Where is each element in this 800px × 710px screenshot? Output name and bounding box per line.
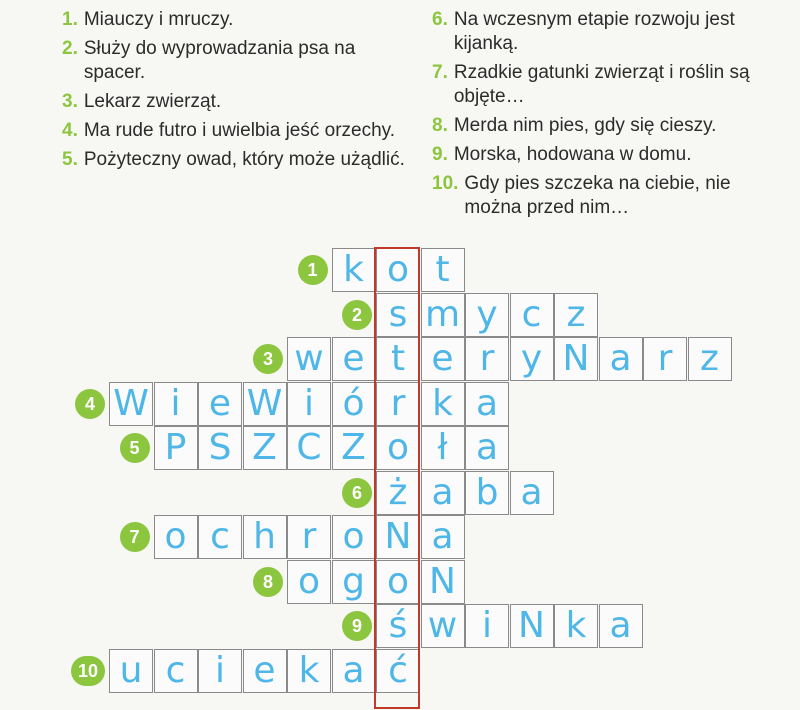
crossword-cell[interactable] [465, 426, 509, 470]
handwritten-letter: e [342, 338, 365, 379]
crossword-cell[interactable] [243, 515, 287, 559]
crossword-cell[interactable] [421, 515, 465, 559]
crossword-cell[interactable] [376, 471, 420, 515]
handwritten-letter: t [435, 249, 450, 290]
clue-number-badge: 7 [120, 522, 150, 552]
handwritten-letter: r [657, 338, 673, 379]
handwritten-letter: z [700, 338, 719, 379]
crossword-cell[interactable] [198, 382, 242, 426]
crossword-cell[interactable] [243, 382, 287, 426]
crossword-cell[interactable] [154, 515, 198, 559]
handwritten-letter: W [246, 382, 283, 424]
clue-number: 8. [432, 115, 448, 136]
handwritten-letter: C [296, 427, 322, 468]
clue-text: Ma rude futro i uwielbia jeść orzechy. [83, 120, 396, 141]
crossword-cell[interactable] [154, 382, 198, 426]
clue-number-badge: 8 [253, 567, 283, 597]
handwritten-letter: a [520, 471, 543, 513]
crossword-cell[interactable] [554, 604, 598, 648]
handwritten-letter: c [210, 516, 230, 557]
clue-text: Na wczesnym etapie rozwoju jest kijanką. [453, 9, 735, 54]
clue-number-badge: 2 [342, 300, 372, 330]
handwritten-letter: P [164, 427, 187, 468]
handwritten-letter: k [298, 649, 320, 691]
handwritten-letter: ż [388, 471, 408, 513]
handwritten-letter: r [301, 516, 317, 557]
crossword-cell[interactable] [421, 248, 465, 292]
clue-number-badge: 4 [75, 389, 105, 419]
clue-text: Lekarz zwierząt. [83, 91, 222, 112]
handwritten-letter: e [208, 382, 232, 424]
clue-number-badge: 10 [71, 656, 105, 686]
crossword-cell[interactable] [421, 337, 465, 381]
handwritten-letter: i [214, 649, 225, 691]
crossword-cell[interactable] [510, 337, 554, 381]
handwritten-letter: o [297, 560, 321, 602]
clue-text: Gdy pies szczeka na ciebie, nie można przed nim… [464, 173, 731, 218]
handwritten-letter: r [390, 382, 406, 424]
crossword-cell[interactable] [465, 471, 509, 515]
crossword-cell[interactable] [287, 515, 331, 559]
handwritten-letter: o [386, 249, 410, 290]
crossword-cell[interactable] [287, 337, 331, 381]
crossword-cell[interactable] [510, 293, 554, 337]
handwritten-letter: c [521, 293, 542, 335]
clue-number: 4. [62, 120, 78, 141]
handwritten-letter: z [566, 293, 586, 335]
clue-text: Służy do wyprowadzania psa na spacer. [83, 38, 356, 83]
crossword-cell[interactable] [376, 604, 420, 648]
handwritten-letter: u [119, 649, 143, 691]
handwritten-letter: w [427, 605, 458, 646]
crossword-cell[interactable] [376, 560, 420, 604]
clue-number-badge: 9 [342, 611, 372, 641]
crossword-cell[interactable] [198, 515, 242, 559]
handwritten-letter: c [165, 649, 186, 691]
handwritten-letter: s [388, 293, 408, 335]
handwritten-letter: a [342, 649, 365, 691]
handwritten-letter: e [431, 338, 454, 379]
handwritten-letter: o [342, 516, 365, 557]
handwritten-letter: g [342, 560, 365, 602]
crossword-cell[interactable] [376, 293, 420, 337]
crossword-cell[interactable] [643, 337, 687, 381]
clue-number-badge: 5 [120, 433, 150, 463]
crossword-cell[interactable] [332, 337, 376, 381]
clue-text: Merda nim pies, gdy się cieszy. [453, 115, 717, 136]
handwritten-letter: S [208, 427, 232, 468]
clue-text: Pożyteczny owad, który może użądlić. [83, 149, 405, 170]
handwritten-letter: a [475, 382, 499, 424]
crossword-cell[interactable] [421, 604, 465, 648]
clue-text: Miauczy i mruczy. [83, 9, 234, 30]
handwritten-letter: N [518, 605, 545, 646]
handwritten-letter: Z [341, 427, 366, 468]
crossword-cell[interactable] [599, 337, 643, 381]
clue-number: 5. [62, 149, 78, 170]
handwritten-letter: k [432, 382, 453, 424]
crossword-cell[interactable] [154, 426, 198, 470]
handwritten-letter: h [253, 516, 276, 557]
crossword-cell[interactable] [332, 560, 376, 604]
handwritten-letter: ć [388, 649, 408, 691]
handwritten-letter: a [609, 605, 632, 646]
handwritten-letter: ł [437, 427, 448, 468]
handwritten-letter: w [294, 338, 324, 379]
crossword-cell[interactable] [332, 382, 376, 426]
clue-text: Morska, hodowana w domu. [453, 144, 692, 165]
clue-number-badge: 1 [298, 255, 328, 285]
handwritten-letter: i [303, 382, 314, 424]
crossword-cell[interactable] [465, 337, 509, 381]
handwritten-letter: a [475, 427, 499, 468]
handwritten-letter: r [479, 338, 495, 379]
clue-number: 10. [432, 173, 459, 194]
crossword-cell[interactable] [243, 426, 287, 470]
crossword-cell[interactable] [465, 382, 509, 426]
crossword-cell[interactable] [332, 426, 376, 470]
handwritten-letter: e [253, 649, 276, 691]
crossword-cell[interactable] [465, 293, 509, 337]
handwritten-letter: o [386, 427, 410, 468]
handwritten-letter: a [609, 338, 632, 379]
crossword-cell[interactable] [243, 649, 287, 693]
handwritten-letter: k [343, 249, 364, 290]
crossword-cell[interactable] [376, 649, 420, 693]
handwritten-letter: N [429, 560, 456, 602]
handwritten-letter: a [431, 516, 454, 557]
clue-number-badge: 6 [342, 478, 372, 508]
crossword-cell[interactable] [376, 382, 420, 426]
crossword-cell[interactable] [421, 426, 465, 470]
handwritten-letter: a [431, 471, 454, 513]
crossword-cell[interactable] [465, 604, 509, 648]
handwritten-letter: N [384, 516, 412, 557]
crossword-cell[interactable] [109, 649, 153, 693]
handwritten-letter: m [424, 293, 461, 335]
crossword-cell[interactable] [332, 248, 376, 292]
crossword-cell[interactable] [554, 293, 598, 337]
crossword-cell[interactable] [599, 604, 643, 648]
handwritten-letter: Z [252, 427, 277, 468]
crossword-cell[interactable] [421, 471, 465, 515]
crossword-cell[interactable] [376, 337, 420, 381]
crossword-cell[interactable] [510, 604, 554, 648]
crossword-cell[interactable] [421, 293, 465, 337]
handwritten-letter: W [113, 382, 149, 424]
crossword-cell[interactable] [421, 382, 465, 426]
crossword-cell[interactable] [109, 382, 153, 426]
crossword-cell[interactable] [554, 337, 598, 381]
crossword-cell[interactable] [287, 382, 331, 426]
handwritten-letter: b [475, 471, 499, 513]
handwritten-letter: y [476, 293, 498, 335]
crossword-cell[interactable] [510, 471, 554, 515]
handwritten-letter: t [390, 338, 406, 379]
handwritten-letter: ś [388, 605, 408, 646]
handwritten-letter: i [481, 605, 492, 646]
crossword-cell[interactable] [154, 649, 198, 693]
crossword-cell[interactable] [688, 337, 732, 381]
clue-number-badge: 3 [253, 344, 283, 374]
crossword-cell[interactable] [287, 426, 331, 470]
clue-number: 1. [62, 9, 78, 30]
handwritten-letter: o [164, 516, 187, 557]
handwritten-letter: N [562, 338, 590, 379]
crossword-cell[interactable] [198, 649, 242, 693]
crossword-cell[interactable] [376, 248, 420, 292]
crossword-cell[interactable] [287, 649, 331, 693]
crossword-cell[interactable] [332, 649, 376, 693]
handwritten-letter: ó [342, 382, 365, 424]
clue-number: 7. [432, 62, 448, 83]
handwritten-letter: y [520, 338, 543, 379]
crossword-cell[interactable] [376, 515, 420, 559]
clue-number: 3. [62, 91, 78, 112]
clue-number: 6. [432, 9, 448, 30]
crossword-cell[interactable] [287, 560, 331, 604]
crossword-cell[interactable] [332, 515, 376, 559]
crossword-cell[interactable] [198, 426, 242, 470]
handwritten-letter: i [170, 382, 181, 424]
clue-number: 9. [432, 144, 448, 165]
crossword-cell[interactable] [421, 560, 465, 604]
handwritten-letter: o [386, 560, 410, 602]
handwritten-letter: k [565, 605, 587, 646]
clue-text: Rzadkie gatunki zwierząt i roślin są objęte… [453, 62, 750, 107]
crossword-cell[interactable] [376, 426, 420, 470]
clue-number: 2. [62, 38, 78, 59]
